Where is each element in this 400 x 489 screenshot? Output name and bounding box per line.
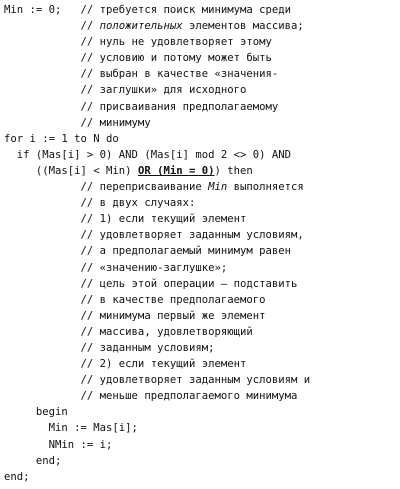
code-text-fragment: // удовлетворяет заданным условиям, [4, 229, 304, 242]
code-line [4, 99, 400, 115]
code-line [4, 276, 400, 292]
italic-text-fragment: Min [208, 181, 228, 194]
code-text-fragment: begin [4, 406, 68, 419]
italic-text-fragment: положительных [99, 20, 183, 33]
code-text-fragment: end; [4, 454, 62, 467]
code-line [4, 179, 400, 195]
code-line [4, 292, 400, 308]
code-line [4, 372, 400, 388]
code-line [4, 34, 400, 50]
code-line [4, 18, 400, 34]
code-text-fragment: // а предполагаемый минимум равен [4, 245, 292, 258]
code-line [4, 243, 400, 259]
code-text-fragment: // в двух случаях: [4, 197, 196, 210]
code-line [4, 115, 400, 131]
code-line [4, 211, 400, 227]
code-line [4, 469, 400, 485]
code-text-fragment: for i := 1 to N do [4, 132, 119, 145]
code-line [4, 147, 400, 163]
code-text-fragment: // минимума первый же элемент [4, 309, 266, 322]
code-text-fragment: // [4, 20, 100, 33]
code-line [4, 2, 400, 18]
code-line [4, 404, 400, 420]
code-text-fragment: Min := 0; // требуется поиск минимума среди [4, 4, 292, 16]
code-text-fragment: // удовлетворяет заданным условиям и [4, 374, 311, 387]
code-text-fragment: // в качестве предполагаемого [4, 293, 266, 306]
code-text-fragment: элементов массива; [182, 20, 304, 33]
code-text-fragment: // условию и потому может быть [4, 52, 272, 65]
code-line [4, 195, 400, 211]
code-line [4, 437, 400, 453]
code-line [4, 420, 400, 436]
code-text-fragment: // переприсваивание [4, 181, 209, 194]
code-text-fragment: // нуль не удовлетворяет этому [4, 36, 272, 49]
code-line [4, 388, 400, 404]
code-text-fragment: // цель этой операции — подставить [4, 277, 298, 290]
code-line [4, 356, 400, 372]
code-text-fragment: if (Mas[i] > 0) AND (Mas[i] mod 2 <> 0) AND [4, 148, 292, 161]
code-line [4, 50, 400, 66]
code-line [4, 163, 400, 179]
code-text-fragment: Min := Mas[i]; [4, 422, 138, 435]
code-text-fragment: // меньше предполагаемого минимума [4, 390, 298, 403]
code-line [4, 82, 400, 98]
code-text-fragment: // присваивания предполагаемому [4, 100, 279, 113]
code-text-fragment: // заглушки» для исходного [4, 84, 247, 97]
code-text-fragment: NMin := i; [4, 438, 113, 451]
code-line [4, 308, 400, 324]
code-line [4, 227, 400, 243]
code-line [4, 324, 400, 340]
code-text-fragment: // массива, удовлетворяющий [4, 325, 253, 338]
code-text-fragment: // 2) если текущий элемент [4, 358, 247, 371]
code-text-fragment: // заданным условиям; [4, 341, 215, 354]
code-line [4, 66, 400, 82]
code-text-fragment: // 1) если текущий элемент [4, 213, 247, 226]
code-line [4, 340, 400, 356]
code-text-fragment: ) then [214, 164, 253, 177]
code-line [4, 131, 400, 147]
code-text-fragment: ((Mas[i] < Min) [4, 164, 138, 177]
underlined-code-fragment: OR (Min = 0) [137, 164, 215, 177]
code-text-fragment: выполняется [227, 181, 304, 194]
code-text-fragment: // минимуму [4, 116, 151, 129]
code-text-fragment: end; [4, 470, 30, 483]
code-text-fragment: // выбран в качестве «значения- [4, 68, 279, 81]
code-text-fragment: // «значению-заглушке»; [4, 261, 228, 274]
code-line [4, 260, 400, 276]
code-line [4, 453, 400, 469]
